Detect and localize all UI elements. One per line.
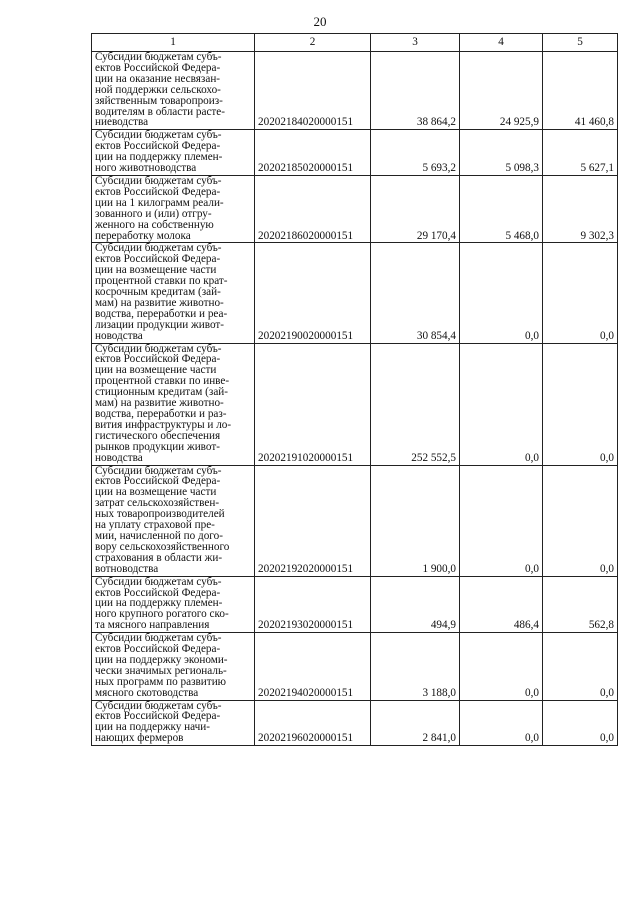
subsidy-description [92,633,255,700]
budget-code: 20202193020000151 [255,576,371,633]
description-line: Субсидии бюджетам субъ- [95,342,222,355]
description-line: Субсидии бюджетам субъ- [95,174,222,187]
amount-col-4: 24 925,9 [460,52,543,130]
description-line: Субсидии бюджетам субъ- [95,575,222,588]
column-header-4: 4 [460,34,543,52]
table-row [92,576,618,633]
description-line: вития инфраструктуры и ло- [95,418,232,431]
description-line: вотноводства [95,562,159,575]
description-line: стиционным кредитам (зай- [95,386,228,399]
description-line: водства, переработки и реа- [95,307,228,320]
column-header-5: 5 [543,34,618,52]
description-line: Субсидии бюджетам субъ- [95,129,222,142]
subsidy-description [92,243,255,343]
description-line: Субсидии бюджетам субъ- [95,632,222,645]
amount-col-4: 5 468,0 [460,175,543,242]
description-line: ции на возмещение части [95,486,217,499]
amount-col-4: 486,4 [460,576,543,633]
description-line: женного на собственную [95,218,214,231]
description-line: рынков продукции живот- [95,440,220,453]
description-line: лизации продукции живот- [95,318,225,331]
subsidy-description [92,175,255,242]
subsidy-description [92,343,255,465]
table-row [92,52,618,130]
amount-col-4: 0,0 [460,243,543,343]
description-line: Субсидии бюджетам субъ- [95,464,222,477]
description-line: Субсидии бюджетам субъ- [95,51,222,63]
amount-col-3: 2 841,0 [371,700,460,746]
description-line: ции на 1 килограмм реали- [95,196,224,209]
budget-code: 20202185020000151 [255,130,371,176]
subsidy-description [92,52,255,130]
description-line: ектов Российской Федера- [95,185,221,198]
description-line: мии, начисленной по дого- [95,529,223,542]
amount-col-5: 41 460,8 [543,52,618,130]
table-row [92,130,618,176]
description-line: ного крупного рогатого ско- [95,608,229,621]
description-line: водства, переработки и раз- [95,408,227,420]
subsidy-description [92,700,255,746]
description-line: ектов Российской Федера- [95,586,221,599]
subsidy-description [92,130,255,176]
table-row [92,175,618,242]
description-line: чески значимых региональ- [95,664,227,677]
description-line: та мясного направления [95,619,210,632]
description-line: новодства [95,451,143,464]
description-line: Субсидии бюджетам субъ- [95,699,222,712]
budget-code: 20202196020000151 [255,700,371,746]
description-line: ектов Российской Федера- [95,353,221,366]
amount-col-5: 562,8 [543,576,618,633]
description-line: ции на поддержку начи- [95,721,210,734]
amount-col-5: 9 302,3 [543,175,618,242]
description-line: затрат сельскохозяйствен- [95,497,220,510]
column-header-2: 2 [255,34,371,52]
amount-col-4: 0,0 [460,633,543,700]
table-row [92,343,618,465]
description-line: на уплату страховой пре- [95,519,215,532]
description-line: ектов Российской Федера- [95,710,221,723]
description-line: зованного и (или) отгру- [95,207,212,220]
budget-code: 20202194020000151 [255,633,371,700]
table-header-row [92,34,618,52]
description-line: ниеводства [95,116,149,129]
budget-code: 20202186020000151 [255,175,371,242]
description-line: ектов Российской Федера- [95,475,221,488]
amount-col-5: 0,0 [543,343,618,465]
amount-col-3: 494,9 [371,576,460,633]
amount-col-3: 5 693,2 [371,130,460,176]
amount-col-5: 0,0 [543,243,618,343]
description-line: ектов Российской Федера- [95,253,221,266]
description-line: ектов Российской Федера- [95,140,221,153]
description-line: ции на возмещение части [95,264,217,277]
table-row [92,243,618,343]
amount-col-3: 29 170,4 [371,175,460,242]
amount-col-5: 0,0 [543,633,618,700]
description-line: мам) на развитие животно- [95,397,224,410]
amount-col-3: 38 864,2 [371,52,460,130]
description-line: переработку молока [95,229,191,242]
amount-col-4: 0,0 [460,700,543,746]
amount-col-5: 0,0 [543,700,618,746]
description-line: ции на поддержку экономи- [95,653,228,666]
budget-table [91,33,618,746]
description-line: ции на поддержку племен- [95,597,223,610]
description-line: зяйственным товаропроиз- [95,94,223,107]
budget-code: 20202192020000151 [255,465,371,576]
amount-col-3: 3 188,0 [371,633,460,700]
amount-col-5: 0,0 [543,465,618,576]
description-line: ции на оказание несвязан- [95,72,221,85]
description-line: новодства [95,329,143,342]
column-header-3: 3 [371,34,460,52]
subsidy-description [92,465,255,576]
amount-col-4: 0,0 [460,343,543,465]
description-line: процентной ставки по крат- [95,275,228,288]
column-header-1: 1 [92,34,255,52]
description-line: нающих фермеров [95,732,184,745]
table-body [92,52,618,746]
description-line: мясного скотоводства [95,686,199,699]
description-line: ных товаропроизводителей [95,508,225,521]
amount-col-3: 252 552,5 [371,343,460,465]
description-line: ектов Российской Федера- [95,643,221,656]
description-line: водителям в области расте- [95,105,225,118]
subsidy-description [92,576,255,633]
budget-code: 20202190020000151 [255,243,371,343]
description-line: мам) на развитие животно- [95,296,224,309]
table-row [92,633,618,700]
amount-col-3: 30 854,4 [371,243,460,343]
description-line: ектов Российской Федера- [95,61,221,74]
budget-code: 20202184020000151 [255,52,371,130]
amount-col-4: 0,0 [460,465,543,576]
budget-code: 20202191020000151 [255,343,371,465]
description-line: ции на возмещение части [95,364,217,377]
description-line: ной поддержки сельскохо- [95,83,221,96]
description-line: страхования в области жи- [95,551,223,564]
description-line: процентной ставки по инве- [95,375,230,388]
description-line: Субсидии бюджетам субъ- [95,242,222,255]
amount-col-5: 5 627,1 [543,130,618,176]
table-row [92,700,618,746]
description-line: косрочным кредитам (зай- [95,286,221,299]
description-line: ции на поддержку племен- [95,151,223,164]
table-row [92,465,618,576]
amount-col-3: 1 900,0 [371,465,460,576]
page-number: 20 [313,14,327,29]
description-line: ных программ по развитию [95,675,227,688]
description-line: гистического обеспечения [95,429,221,442]
description-line: ного животноводства [95,162,197,175]
description-line: вору сельскохозяйственного [95,540,230,553]
amount-col-4: 5 098,3 [460,130,543,176]
